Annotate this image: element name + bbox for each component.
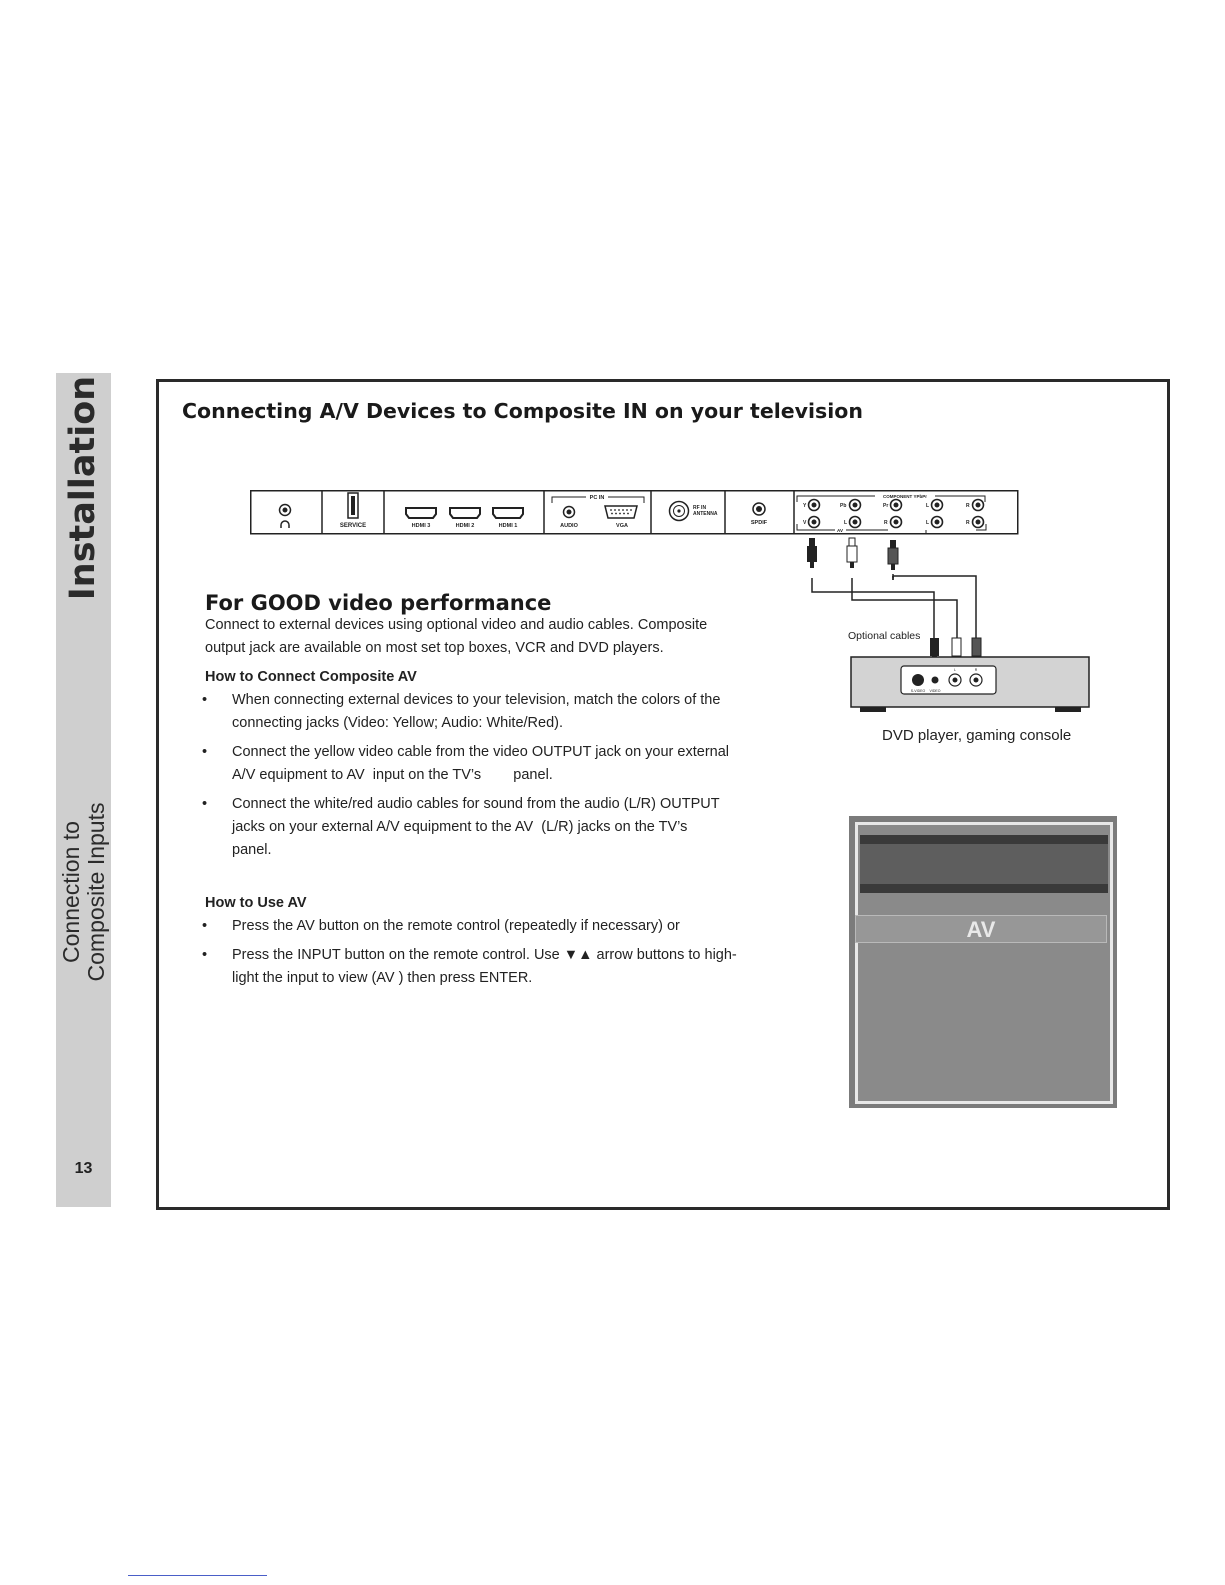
connect-bullet-1-line-1: When connecting external devices to your television, match the colors of the <box>232 692 721 708</box>
l-av-label: L <box>844 520 848 526</box>
bullet: • <box>202 744 208 760</box>
v-label: V <box>803 520 807 526</box>
connect-bullet-2-line-1: Connect the yellow video cable from the video OUTPUT jack on your external <box>232 744 730 760</box>
antenna-label: ANTENNA <box>693 511 718 517</box>
use-heading: How to Use AV <box>205 895 307 911</box>
page-title: Connecting A/V Devices to Composite IN on your television <box>182 399 863 423</box>
l-label: L <box>926 503 930 509</box>
intro-line-2: output jack are available on most set top boxes, VCR and DVD players. <box>205 640 664 656</box>
spdif-label: SPDIF <box>750 520 768 526</box>
section-subtitle <box>59 803 109 982</box>
connect-bullet-3-line-1: Connect the white/red audio cables for sound from the audio (L/R) OUTPUT <box>232 796 720 812</box>
intro-line-1: Connect to external devices using optional video and audio cables. Composite <box>205 617 708 633</box>
use-bullet-1-line-1: Press the AV button on the remote control (repeatedly if necessary) or <box>232 918 680 934</box>
bullet: • <box>202 692 208 708</box>
menu-header <box>860 844 1108 884</box>
pr-label: Pr <box>883 503 889 509</box>
connect-bullet-3-line-3: panel. <box>232 842 272 858</box>
dvd-player-label: DVD player, gaming console <box>882 727 1072 744</box>
vga-label: VGA <box>616 523 628 529</box>
bullet: • <box>202 947 208 963</box>
r-comp-label: R <box>966 520 970 526</box>
page-number: 13 <box>74 1160 93 1177</box>
r-jack-label: R <box>974 668 978 672</box>
dvd-connection-diagram <box>800 570 1100 715</box>
connect-heading: How to Connect Composite AV <box>205 669 417 685</box>
bullet: • <box>202 918 208 934</box>
rca-plugs-icon <box>807 538 898 570</box>
y-label: Y <box>803 503 807 509</box>
section-title: Installation <box>63 375 103 601</box>
component-label: COMPONENT YPbPr <box>883 494 927 499</box>
connect-bullet-3-line-2: jacks on your external A/V equipment to the AV (L/R) jacks on the TV’s <box>232 819 688 835</box>
l-comp-label: L <box>926 520 930 526</box>
subtitle-line-1: Connection to <box>58 821 84 963</box>
menu-bar <box>860 884 1108 893</box>
subtitle-line-2: Composite Inputs <box>83 802 109 982</box>
hdmi1-label: HDMI 1 <box>498 523 518 529</box>
svideo-jack-label: S-VIDEO <box>910 689 926 693</box>
l-jack-label: L <box>954 668 956 672</box>
tv-screen <box>855 822 1113 1104</box>
connect-bullet-2-line-2: A/V equipment to AV input on the TV’s panel. <box>232 767 553 783</box>
bullet: • <box>202 796 208 812</box>
menu-item-av-selected[interactable]: AV <box>855 915 1107 943</box>
service-label: SERVICE <box>339 523 367 529</box>
rf-in-label: RF IN <box>693 505 707 511</box>
dvd-player-icon <box>851 657 1089 712</box>
use-bullet-2-line-2: light the input to view (AV ) then press ENTER. <box>232 970 533 986</box>
pc-in-label: PC IN <box>589 495 605 501</box>
use-bullet-2-line-1: Press the INPUT button on the remote control. Use ▼▲ arrow buttons to high- <box>232 947 737 963</box>
r-av-label: R <box>884 520 888 526</box>
video-jack-label: VIDEO <box>929 689 941 693</box>
link-underline <box>128 1575 267 1576</box>
av-group-label: AV <box>837 528 843 533</box>
tv-input-menu <box>849 816 1117 1108</box>
hdmi2-label: HDMI 2 <box>455 523 475 529</box>
section-heading: For GOOD video performance <box>205 591 552 615</box>
r-label: R <box>966 503 970 509</box>
optional-cables-label: Optional cables <box>848 630 921 642</box>
hdmi3-label: HDMI 3 <box>411 523 431 529</box>
menu-bar <box>860 835 1108 844</box>
pb-label: Pb <box>840 503 847 509</box>
audio-label: AUDIO <box>560 523 578 529</box>
connect-bullet-1-line-2: connecting jacks (Video: Yellow; Audio: White/Red). <box>232 715 564 731</box>
